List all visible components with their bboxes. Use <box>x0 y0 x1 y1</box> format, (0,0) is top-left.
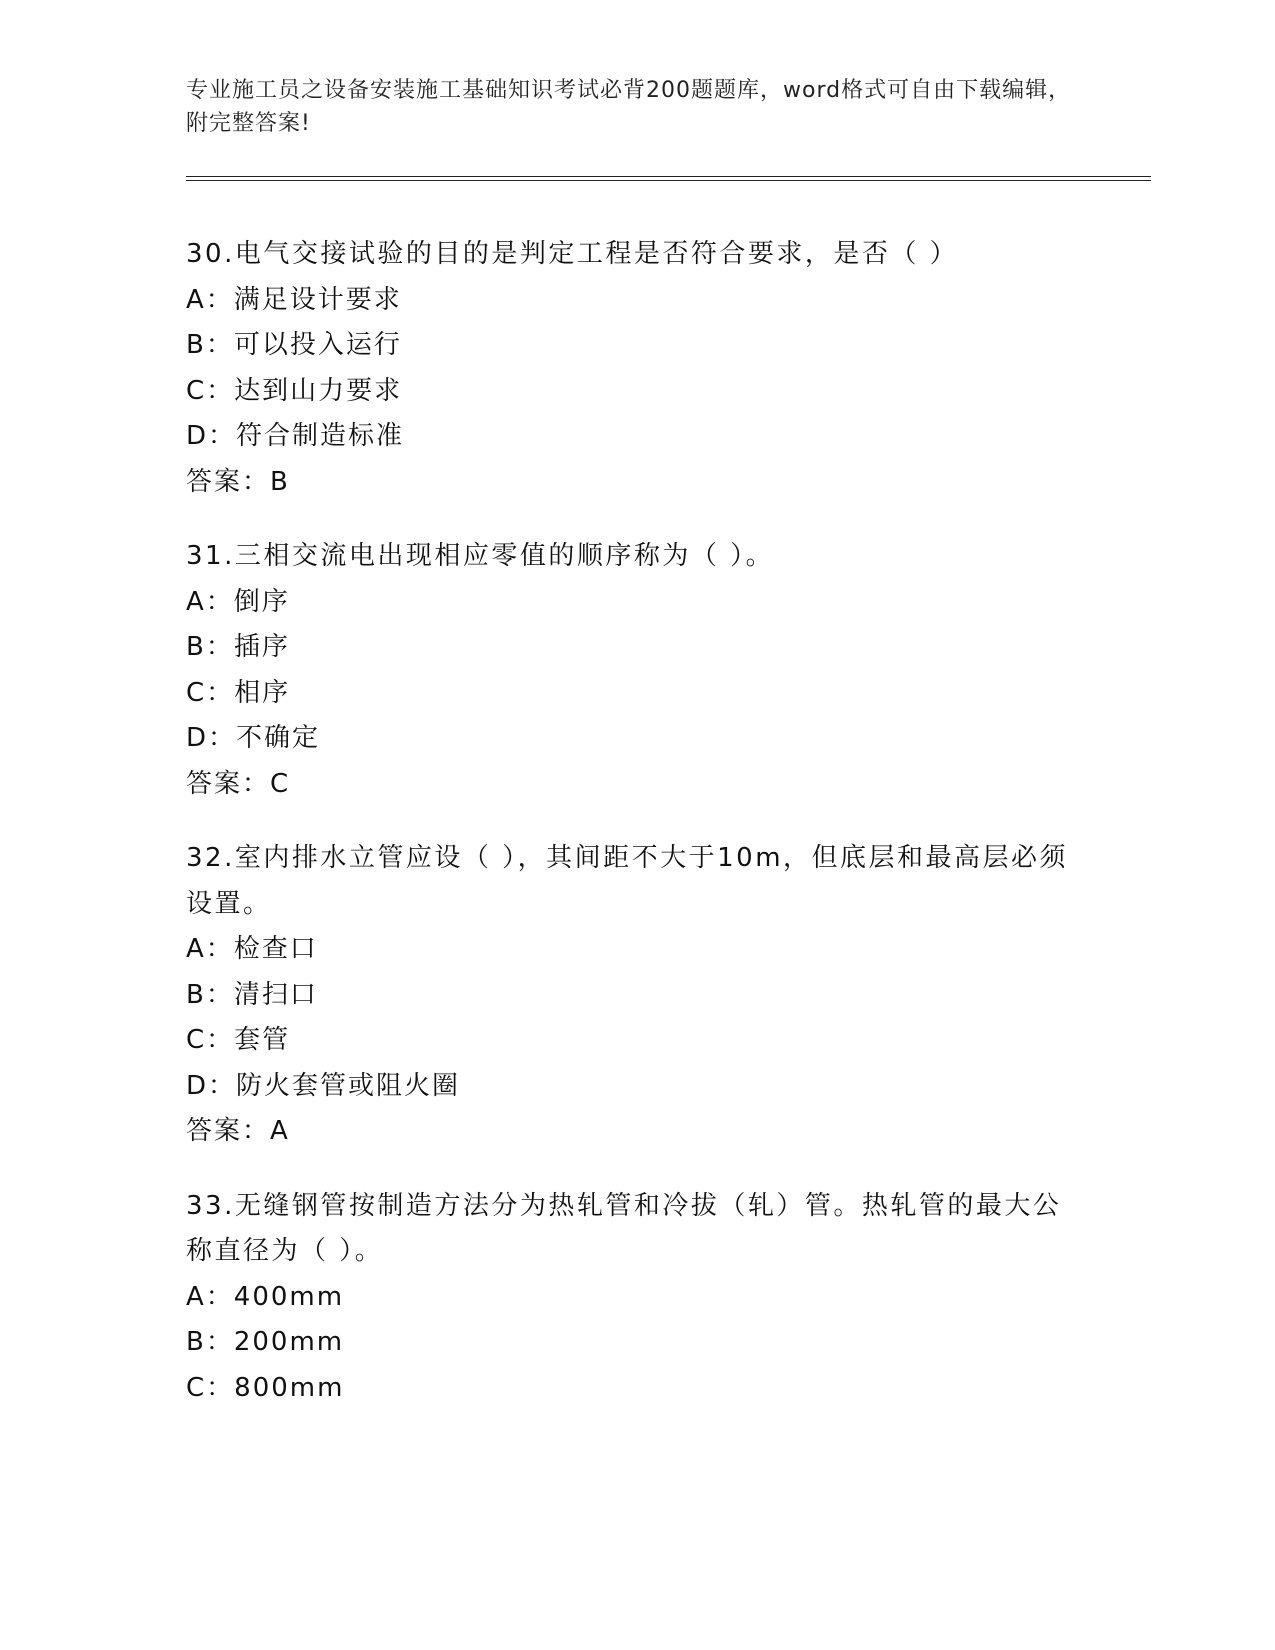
question-stem: 30.电气交接试验的目的是判定工程是否符合要求，是否（ ） <box>186 239 959 269</box>
option-b: B：插序 <box>186 632 290 662</box>
question-list <box>186 232 1086 1440</box>
option-c: C：达到山力要求 <box>186 375 403 406</box>
header-divider <box>186 176 1151 177</box>
option-b: B：200mm <box>186 1327 345 1357</box>
question-stem: 31.三相交流电出现相应零值的顺序称为（ ）。 <box>186 541 775 571</box>
option-c: C：相序 <box>186 677 291 708</box>
option-b: B：清扫口 <box>186 979 318 1010</box>
option-d: D：防火套管或阻火圈 <box>186 1070 461 1101</box>
answer-label: 答案：B <box>186 466 290 497</box>
question-item <box>186 534 1086 807</box>
option-b: B：可以投入运行 <box>186 330 402 360</box>
option-a: A：400mm <box>186 1281 345 1312</box>
question-stem: 33.无缝钢管按制造方法分为热轧管和冷拔（轧）管。热轧管的最大公称直径为（ ）。 <box>186 1190 1062 1266</box>
answer-label: 答案：C <box>186 768 291 799</box>
option-d: D：符合制造标准 <box>186 421 405 451</box>
option-d: D：不确定 <box>186 723 321 753</box>
question-item <box>186 836 1086 1155</box>
question-stem: 32.室内排水立管应设（ ），其间距不大于10m，但底层和最高层必须设置。 <box>186 843 1069 919</box>
option-a: A：检查口 <box>186 934 318 964</box>
option-c: C：800mm <box>186 1372 345 1403</box>
header-divider <box>186 180 1151 181</box>
question-item <box>186 232 1086 505</box>
option-a: A：倒序 <box>186 586 290 617</box>
answer-label: 答案：A <box>186 1116 290 1146</box>
document-header: 专业施工员之设备安装施工基础知识考试必背200题题库，word格式可自由下载编辑，附完整答案! <box>186 78 1072 136</box>
question-item <box>186 1184 1086 1412</box>
option-a: A：满足设计要求 <box>186 284 402 315</box>
option-c: C：套管 <box>186 1025 291 1055</box>
